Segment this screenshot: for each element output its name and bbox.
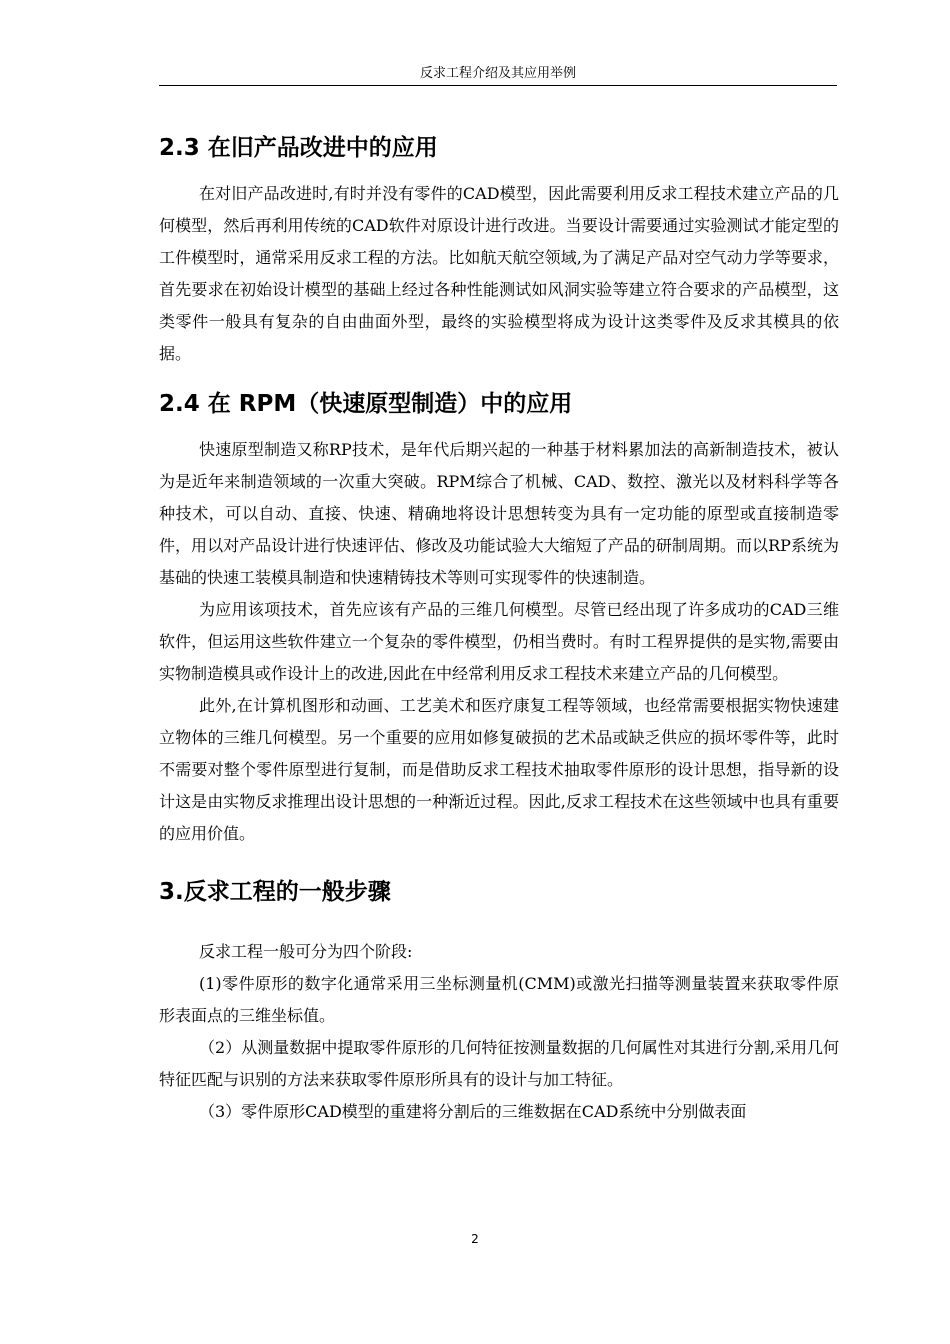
page-number: 2 — [471, 1232, 479, 1246]
paragraph: 快速原型制造又称RP技术，是年代后期兴起的一种基于材料累加法的高新制造技术，被认为是近年来制造领域的一次重大突破。RPM综合了机械、CAD、数控、激光以及材料科学等各种技术，可以自动、直接、快速、精确地将设计思想转变为具有一定功能的原型或直接制造零件，用以对产品设计进行快速评估、修改及功能试验大大缩短了产品的研制周期。而以RP系统为基础的快速工装模具制造和快速精铸技术等则可实现零件的快速制造。 — [159, 440, 839, 587]
paragraph: 为应用该项技术，首先应该有产品的三维几何模型。尽管已经出现了许多成功的CAD三维软件，但运用这些软件建立一个复杂的零件模型，仍相当费时。有时工程界提供的是实物,需要由实物制造模具或作设计上的改进,因此在中经常利用反求工程技术来建立产品的几何模型。 — [159, 600, 839, 683]
page-header: 反求工程介绍及其应用举例 — [419, 66, 576, 81]
section-title-2-3: 2.3 在旧产品改进中的应用 — [159, 135, 438, 161]
section-title-2-4: 2.4 在 RPM（快速原型制造）中的应用 — [159, 391, 573, 417]
section-body-2-4 — [159, 434, 839, 850]
list-item: （3）零件原形CAD模型的重建将分割后的三维数据在CAD系统中分别做表面 — [199, 1102, 747, 1121]
paragraph: 此外,在计算机图形和动画、工艺美术和医疗康复工程等领域，也经常需要根据实物快速建立物体的三维几何模型。另一个重要的应用如修复破损的艺术品或缺乏供应的损坏零件等，此时不需要对整个零件原型进行复制，而是借助反求工程技术抽取零件原形的设计思想，指导新的设计这是由实物反求推理出设计思想的一种渐近过程。因此,反求工程技术在这些领域中也具有重要的应用价值。 — [159, 696, 839, 843]
header-rule — [159, 85, 837, 86]
section-body-3 — [159, 936, 839, 1128]
paragraph: 在对旧产品改进时,有时并没有零件的CAD模型，因此需要利用反求工程技术建立产品的几何模型，然后再利用传统的CAD软件对原设计进行改进。当要设计需要通过实验测试才能定型的工件模型时，通常采用反求工程的方法。比如航天航空领域,为了满足产品对空气动力学等要求，首先要求在初始设计模型的基础上经过各种性能测试如风洞实验等建立符合要求的产品模型，这类零件一般具有复杂的自由曲面外型，最终的实验模型将成为设计这类零件及反求其模具的依据。 — [159, 184, 839, 363]
section-title-3: 3.反求工程的一般步骤 — [159, 879, 391, 905]
paragraph: 反求工程一般可分为四个阶段: — [199, 942, 413, 961]
section-body-2-3 — [159, 178, 839, 370]
list-item: (1)零件原形的数字化通常采用三坐标测量机(CMM)或激光扫描等测量装置来获取零件原形表面点的三维坐标值。 — [159, 974, 839, 1025]
list-item: （2）从测量数据中提取零件原形的几何特征按测量数据的几何属性对其进行分割,采用几何特征匹配与识别的方法来获取零件原形所具有的设计与加工特征。 — [159, 1038, 839, 1089]
document-body — [159, 126, 839, 1128]
